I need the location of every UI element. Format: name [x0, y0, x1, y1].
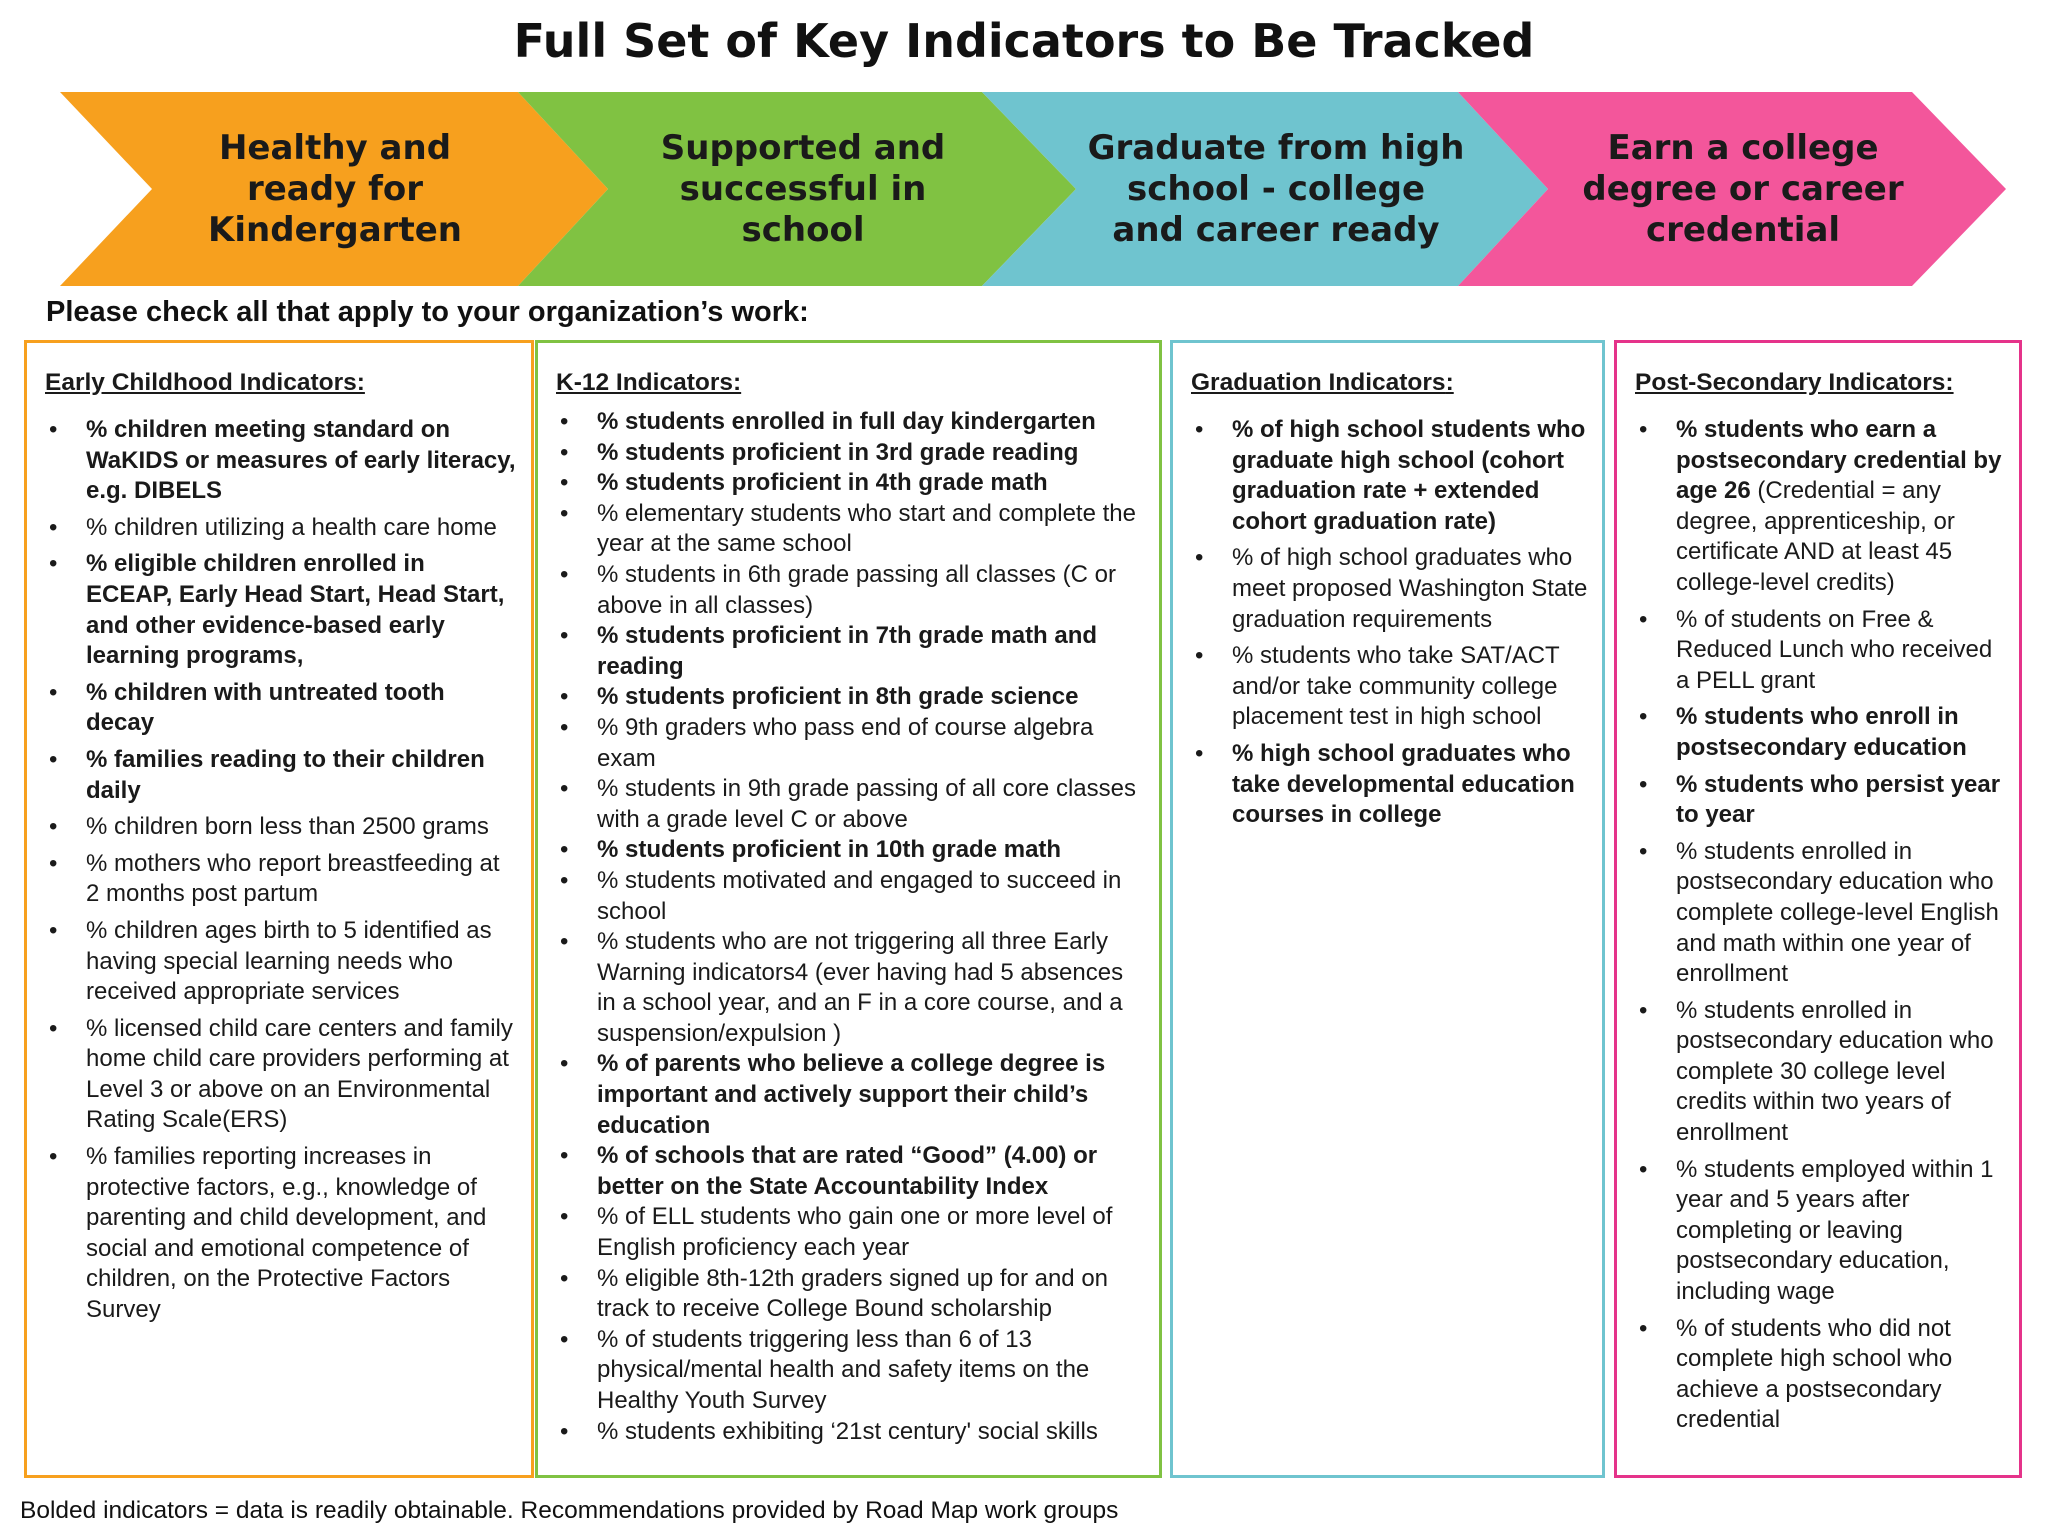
indicator-bold-text: % students who earn a postsecondary credential by age 26 [1676, 416, 2002, 505]
indicator-item: • % elementary students who start and complete the year at the same school [556, 499, 1145, 560]
indicator-item: • % of ELL students who gain one or more level of English proficiency each year [556, 1202, 1145, 1263]
indicator-item: • % students in 6th grade passing all classes (C or above in all classes) [556, 560, 1145, 621]
stage-1-label: Healthy and ready for Kindergarten [208, 127, 462, 250]
graduation-heading-text: Graduation Indicators [1191, 369, 1446, 396]
k12-panel [535, 340, 1162, 1478]
indicator-item: • % children utilizing a health care home [45, 513, 517, 544]
graduation-heading [1191, 369, 1588, 397]
indicator-item: • % students who take SAT/ACT and/or take community college placement test in high school [1191, 641, 1588, 733]
indicator-item: • % students proficient in 3rd grade reading [556, 438, 1145, 469]
indicator-item: • % students employed within 1 year and 5 years after completing or leaving postsecondary education, including wage [1635, 1155, 2005, 1308]
indicator-item: • % eligible children enrolled in ECEAP, Early Head Start, Head Start, and other evidence-based early learning programs, [45, 549, 517, 671]
indicator-item: • % students enrolled in postsecondary education who complete college-level English and math within one year of enrollment [1635, 837, 2005, 990]
indicator-item: • % families reporting increases in protective factors, e.g., knowledge of parenting and child development, and social and emotional competence of children, on the Protective Factors Survey [45, 1142, 517, 1326]
indicator-item: • % of high school students who graduate high school (cohort graduation rate + extended cohort graduation rate) [1191, 415, 1588, 537]
indicator-item: • % students proficient in 4th grade math [556, 468, 1145, 499]
indicator-item: • % children ages birth to 5 identified as having special learning needs who received appropriate services [45, 916, 517, 1008]
post-secondary-panel [1614, 340, 2022, 1478]
stage-4-label: Earn a college degree or career credential [1582, 127, 1904, 250]
indicator-item: • % students in 9th grade passing of all core classes with a grade level C or above [556, 774, 1145, 835]
indicator-item: • % of parents who believe a college degree is important and actively support their child’s education [556, 1049, 1145, 1141]
indicator-item: • % mothers who report breastfeeding at 2 months post partum [45, 849, 517, 910]
indicator-item: • % students motivated and engaged to succeed in school [556, 866, 1145, 927]
indicator-item: • % 9th graders who pass end of course algebra exam [556, 713, 1145, 774]
indicator-item: • % students proficient in 7th grade math and reading [556, 621, 1145, 682]
indicator-item: • % of students on Free & Reduced Lunch who received a PELL grant [1635, 605, 2005, 697]
indicator-item: • % high school graduates who take developmental education courses in college [1191, 739, 1588, 831]
indicator-item: • % students who persist year to year [1635, 770, 2005, 831]
indicator-item: • % eligible 8th-12th graders signed up for and on track to receive College Bound scholarship [556, 1264, 1145, 1325]
graduation-list [1191, 415, 1588, 831]
stage-3-label: Graduate from high school - college and career ready [1087, 127, 1465, 250]
indicator-item: • % families reading to their children daily [45, 745, 517, 806]
indicator-item: • % of students triggering less than 6 of 13 physical/mental health and safety items on the Healthy Youth Survey [556, 1325, 1145, 1417]
stage-2-label: Supported and successful in school [660, 127, 946, 250]
indicator-item: • % students who are not triggering all three Early Warning indicators4 (ever having had 5 absences in a school year, and an F in a core course, and a suspension/expulsion ) [556, 927, 1145, 1049]
indicator-item: • % children meeting standard on WaKIDS or measures of early literacy, e.g. DIBELS [45, 415, 517, 507]
indicator-item: • % of schools that are rated “Good” (4.00) or better on the State Accountability Index [556, 1141, 1145, 1202]
early-childhood-list [45, 415, 517, 1326]
indicator-item: • % students who enroll in postsecondary education [1635, 702, 2005, 763]
indicator-item: • % children with untreated tooth decay [45, 678, 517, 739]
indicator-item: • % licensed child care centers and family home child care providers performing at Level 3 or above on an Environmental Rating Scale(ERS) [45, 1014, 517, 1136]
indicator-item: • % students proficient in 10th grade math [556, 835, 1145, 866]
indicator-item [1635, 415, 2005, 599]
graduation-heading-suffix: : [1445, 369, 1454, 396]
post-secondary-list [1635, 415, 2005, 1436]
indicator-item: • % of students who did not complete high school who achieve a postsecondary credential [1635, 1314, 2005, 1436]
post-secondary-heading: Post-Secondary Indicators: [1635, 369, 1954, 396]
graduation-panel [1170, 340, 1605, 1478]
indicator-item: • % students enrolled in full day kindergarten [556, 407, 1145, 438]
indicator-rest-text: (Credential = any degree, apprenticeship, or certificate AND at least 45 college-level credits) [1676, 477, 1955, 596]
indicator-item: • % children born less than 2500 grams [45, 812, 517, 843]
k12-heading: K-12 Indicators: [556, 369, 742, 396]
indicator-item: • % of high school graduates who meet proposed Washington State graduation requirements [1191, 543, 1588, 635]
page-title: Full Set of Key Indicators to Be Tracked [513, 14, 1535, 68]
instruction-text: Please check all that apply to your organization’s work: [46, 296, 809, 328]
indicator-item: • % students proficient in 8th grade science [556, 682, 1145, 713]
footer-note: Bolded indicators = data is readily obtainable. Recommendations provided by Road Map work groups [20, 1497, 1119, 1524]
k12-list [556, 407, 1145, 1447]
indicator-item: • % students exhibiting ‘21st century' social skills [556, 1417, 1145, 1448]
indicator-item: • % students enrolled in postsecondary education who complete 30 college level credits within two years of enrollment [1635, 996, 2005, 1149]
early-childhood-panel [24, 340, 534, 1478]
early-childhood-heading: Early Childhood Indicators: [45, 369, 365, 396]
